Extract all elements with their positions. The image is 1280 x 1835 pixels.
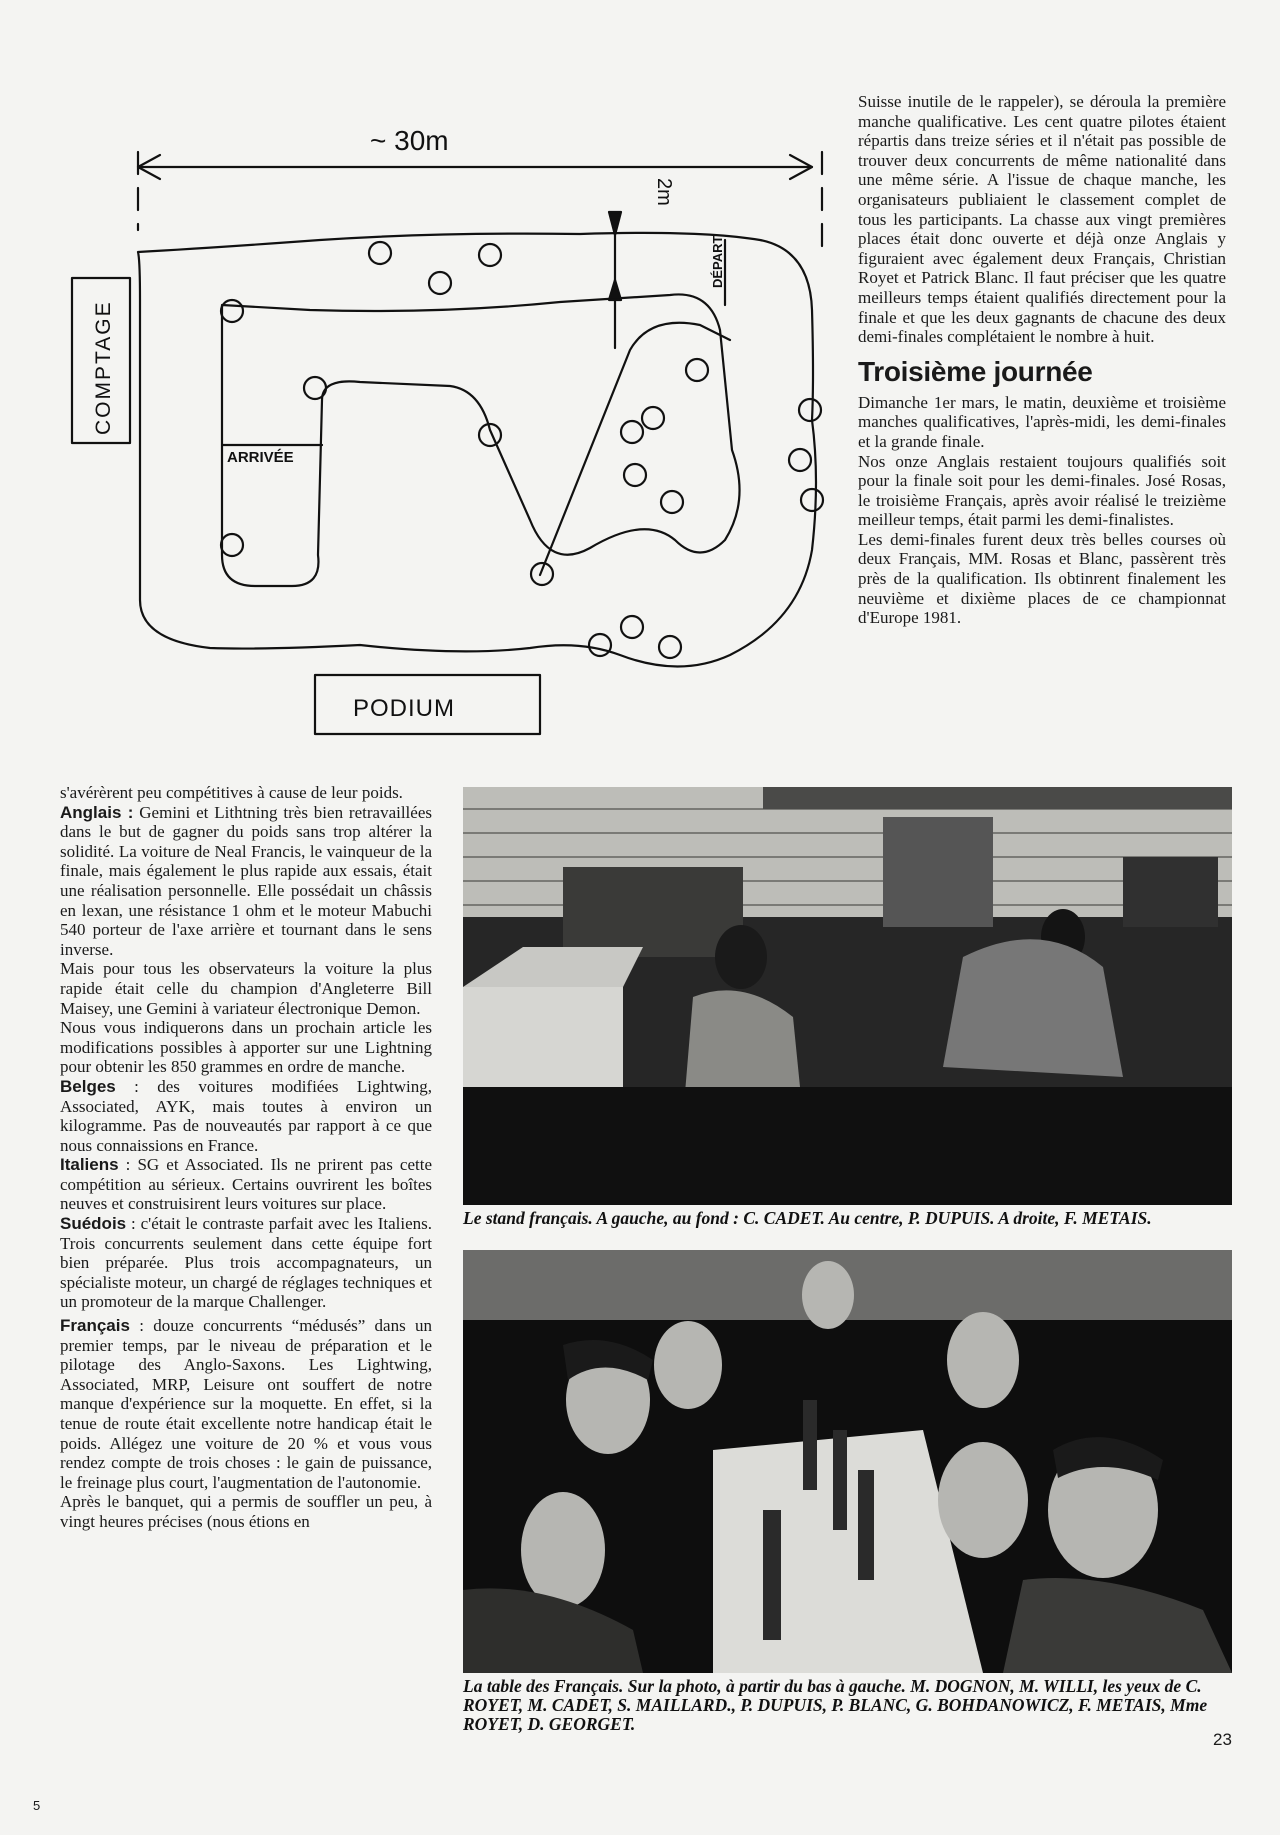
section-heading: Troisième journée	[858, 355, 1093, 387]
width-label: 2m	[653, 178, 675, 206]
text-anglais: Gemini et Lithtning très bien retravaillées dans le but de gagner du poids sans trop altérer la solidité. La voiture de Neal Francis, le vainqueur de la finale, mais également le plus rapide aux essais, était une réalisation personnelle. Elle possédait un châssis en lexan, une résistance 1 ohm et le moteur Mabuchi 540 porteur de l'axe arrière et tournant dans le sens inverse.	[60, 802, 432, 959]
counting-label: COMPTAGE	[92, 300, 115, 435]
lead-anglais: Anglais :	[60, 802, 134, 822]
distance-label: ~ 30m	[370, 125, 449, 156]
photo-placeholder	[463, 787, 1232, 1205]
paragraph: Nos onze Anglais restaient toujours qualifiés soit pour la finale soit pour les demi-finales. José Rosas, le troisième Français, après avoir réalisé le treizième meilleur temps, était parmi les demi-finalistes.	[858, 451, 1226, 530]
paragraph	[60, 803, 432, 960]
track-drawing	[60, 100, 840, 760]
paragraph: Après le banquet, qui a permis de souffler un peu, à vingt heures précises (nous étions en	[60, 1492, 432, 1531]
paragraph: Nous vous indiquerons dans un prochain article les modifications possibles à apporter sur une Lightning pour obtenir les 850 grammes en ordre de manche.	[60, 1018, 432, 1077]
photo-placeholder	[463, 1250, 1232, 1673]
lead-belges: Belges	[60, 1076, 116, 1096]
margin-number: 5	[33, 1798, 41, 1813]
track-diagram	[60, 100, 840, 760]
podium-label: PODIUM	[353, 695, 455, 722]
photo-french-table	[463, 1250, 1232, 1673]
paragraph	[60, 1077, 432, 1155]
paragraph: Mais pour tous les observateurs la voiture la plus rapide était celle du champion d'Angleterre Bill Maisey, une Gemini à variateur électronique Demon.	[60, 959, 432, 1018]
left-column	[60, 783, 432, 1532]
paragraph: s'avérèrent peu compétitives à cause de leur poids.	[60, 783, 403, 802]
page-number: 23	[1213, 1730, 1232, 1749]
photo-french-stand	[463, 787, 1232, 1205]
lead-suedois: Suédois	[60, 1214, 127, 1234]
right-column	[858, 92, 1226, 628]
text-belges: : des voitures modifiées Lightwing, Associated, AYK, mais toutes à environ un kilogramme. Pas de nouveautés par rapport à ce que nous connaissions en France.	[60, 1076, 432, 1155]
paragraph: Suisse inutile de le rappeler), se déroula la première manche qualificative. Les cent quatre pilotes étaient répartis dans treize séries et il n'était pas possible de trouver deux concurrents de même nationalité dans une même série. A l'issue de chaque manche, les organisateurs publiaient le classement complet de tous les participants. La chasse aux vingt premières places était donc ouverte et déjà onze Anglais y figuraient avec également deux Français, Christian Royet et Patrick Blanc. Il faut préciser que les quatre meilleurs temps étaient qualifiés directement pour la finale et que les deux gagnants de chacune des deux demi-finales complétaient le nombre à huit.	[858, 92, 1226, 347]
start-label: DÉPART	[710, 235, 725, 288]
text-italiens: : SG et Associated. Ils ne prirent pas cette compétition au sérieux. Certains ouvrirent les boîtes neuves et construisirent leurs voitures sur place.	[60, 1155, 432, 1214]
caption-table: La table des Français. Sur la photo, à partir du bas à gauche. M. DOGNON, M. WILLI, les yeux de C. ROYET, M. CADET, S. MAILLARD., P. DUPUIS, P. BLANC, G. BOHDANOWICZ, F. METAIS, Mme ROYET, D. GEORGET.	[463, 1676, 1208, 1734]
paragraph	[60, 1316, 432, 1492]
lead-italiens: Italiens	[60, 1155, 119, 1175]
paragraph	[60, 1155, 432, 1214]
paragraph	[60, 1214, 432, 1312]
lead-francais: Français	[60, 1316, 130, 1336]
caption-stand: Le stand français. A gauche, au fond : C. CADET. Au centre, P. DUPUIS. A droite, F. METAIS.	[463, 1208, 1152, 1228]
finish-label: ARRIVÉE	[227, 449, 294, 466]
text-francais: : douze concurrents “médusés” dans un premier temps, par le niveau de préparation et le pilotage des Anglo-Saxons. Les Lightwing, Associated, MRP, Leisure ont souffert de notre manque d'expérience sur la moquette. En effet, si la tenue de route était excellente notre handicap était le poids. Allégez une voiture de 20 % et vous vous rendez compte de trois choses : le gain de puissance, le freinage plus court, l'augmentation de l'autonomie.	[60, 1316, 432, 1492]
paragraph: Les demi-finales furent deux très belles courses où deux Français, MM. Rosas et Blanc, passèrent très près de la qualification. Ils obtinrent finalement les neuvième et dixième places de ce championnat d'Europe 1981.	[858, 529, 1226, 628]
paragraph: Dimanche 1er mars, le matin, deuxième et troisième manches qualificatives, l'après-midi, les demi-finales et la grande finale.	[858, 392, 1226, 451]
text-suedois: : c'était le contraste parfait avec les Italiens. Trois concurrents seulement dans cette équipe fort bien préparée. Plus trois accompagnateurs, un spécialiste moteur, un chargé de réglages techniques et un promoteur de la marque Challenger.	[60, 1214, 432, 1312]
